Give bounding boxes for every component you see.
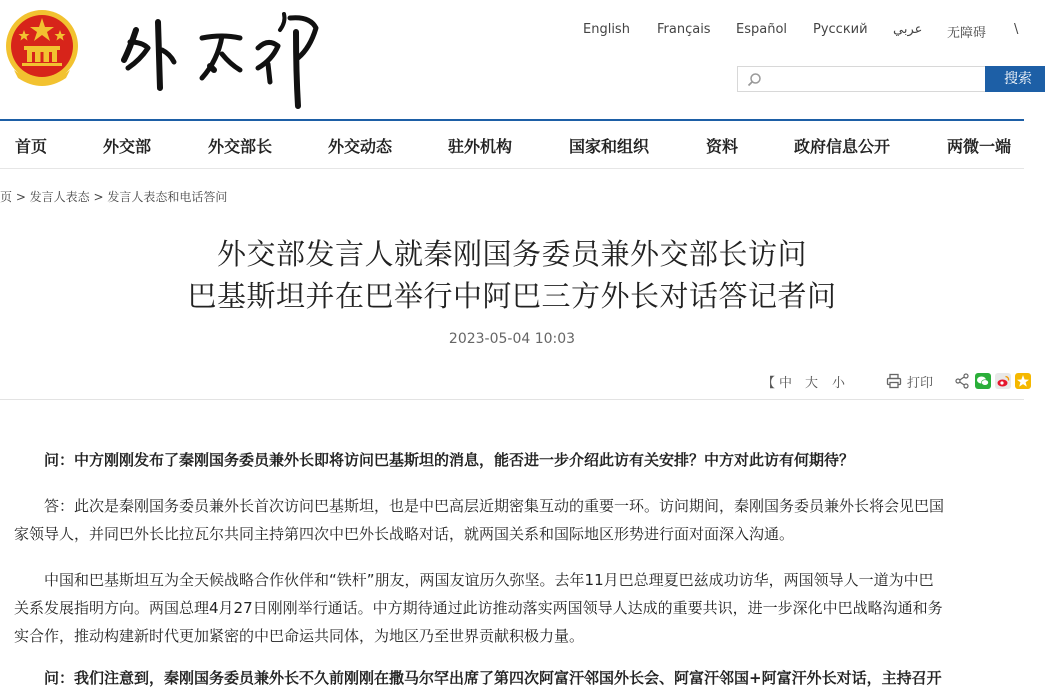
nav-item-gov-info[interactable]: 政府信息公开 — [794, 137, 891, 156]
print-icon[interactable] — [886, 373, 902, 389]
lang-english[interactable]: English — [583, 22, 630, 37]
article-paragraph-answer-2 — [14, 566, 1024, 650]
national-emblem-icon[interactable] — [4, 8, 80, 88]
font-size-open-bracket: 【 — [762, 376, 776, 391]
nav-item-resources[interactable]: 资料 — [706, 137, 739, 156]
publish-date: 2023-05-04 10:03 — [448, 331, 576, 347]
article-title-line-2: 巴基斯坦并在巴举行中阿巴三方外长对话答记者问 — [187, 279, 837, 313]
lang-russian[interactable]: Русский — [813, 22, 868, 37]
nav-item-social[interactable]: 两微一端 — [947, 137, 1012, 156]
breadcrumb[interactable]: 页 > 发言人表态 > 发言人表态和电话答问 — [0, 190, 228, 204]
lang-arabic[interactable]: عربي — [893, 22, 923, 37]
weibo-icon[interactable] — [995, 373, 1011, 389]
font-size-medium[interactable]: 大 — [805, 376, 819, 391]
lang-spanish[interactable]: Español — [736, 22, 788, 37]
paragraph-line: 中国和巴基斯坦互为全天候战略合作伙伴和“铁杆”朋友，两国友谊历久弥坚。去年11月巴总理夏巴兹成功访华，两国领导人一道为中巴 — [44, 571, 934, 589]
paragraph-line: 答：此次是秦刚国务委员兼外长首次访问巴基斯坦，也是中巴高层近期密集互动的重要一环。访问期间，秦刚国务委员兼外长将会见巴国 — [44, 497, 945, 515]
paragraph-line: 问：中方刚刚发布了秦刚国务委员兼外长即将访问巴基斯坦的消息，能否进一步介绍此访有关安排？中方对此访有何期待？ — [44, 451, 855, 469]
nav-item-home[interactable]: 首页 — [15, 137, 48, 156]
nav-item-missions[interactable]: 驻外机构 — [448, 137, 513, 156]
nav-item-countries[interactable]: 国家和组织 — [569, 137, 650, 156]
search-icon — [746, 72, 762, 88]
font-size-large[interactable]: 中 — [779, 376, 793, 391]
nav-item-ministry[interactable]: 外交部 — [103, 137, 152, 156]
font-size-small[interactable]: 小 — [832, 376, 846, 391]
nav-item-news[interactable]: 外交动态 — [328, 137, 393, 156]
paragraph-line: 关系发展指明方向。两国总理4月27日刚刚举行通话。中方期待通过此访推动落实两国领导人达成的重要共识，进一步深化中巴战略沟通和务 — [14, 599, 943, 617]
article-tools — [0, 372, 1024, 392]
language-switcher — [570, 22, 1030, 42]
paragraph-line: 家领导人，并同巴外长比拉瓦尔共同主持第四次中巴外长战略对话，就两国关系和国际地区形势进行面对面深入沟通。 — [14, 525, 795, 543]
content-divider — [0, 399, 1024, 400]
article-paragraph-question-1 — [14, 446, 1024, 474]
main-nav — [0, 121, 1024, 169]
accessibility-link[interactable]: 无障碍 — [947, 26, 987, 41]
nav-item-minister[interactable]: 外交部长 — [208, 137, 273, 156]
qzone-icon[interactable] — [1015, 373, 1031, 389]
article-paragraph-question-2 — [14, 664, 1024, 692]
search-input[interactable] — [737, 66, 987, 92]
share-icon[interactable] — [955, 373, 969, 389]
paragraph-line: 实合作，推动构建新时代更加紧密的中巴命运共同体，为地区乃至世界贡献积极力量。 — [14, 627, 585, 645]
wechat-icon[interactable] — [975, 373, 991, 389]
print-button[interactable]: 打印 — [907, 376, 934, 391]
article-title-line-1: 外交部发言人就秦刚国务委员兼外交部长访问 — [216, 237, 807, 271]
site-header — [0, 0, 1032, 120]
search-button[interactable]: 搜索 — [985, 66, 1045, 92]
lang-french[interactable]: Français — [657, 22, 711, 37]
article-paragraph-answer-1 — [14, 492, 1024, 548]
paragraph-line: 问：我们注意到，秦刚国务委员兼外长不久前刚刚在撒马尔罕出席了第四次阿富汗邻国外长会、阿富汗邻国+阿富汗外长对话，主持召开 — [44, 669, 942, 687]
more-link[interactable]: \ — [1014, 22, 1019, 37]
ministry-calligraphy-logo[interactable] — [118, 8, 328, 108]
